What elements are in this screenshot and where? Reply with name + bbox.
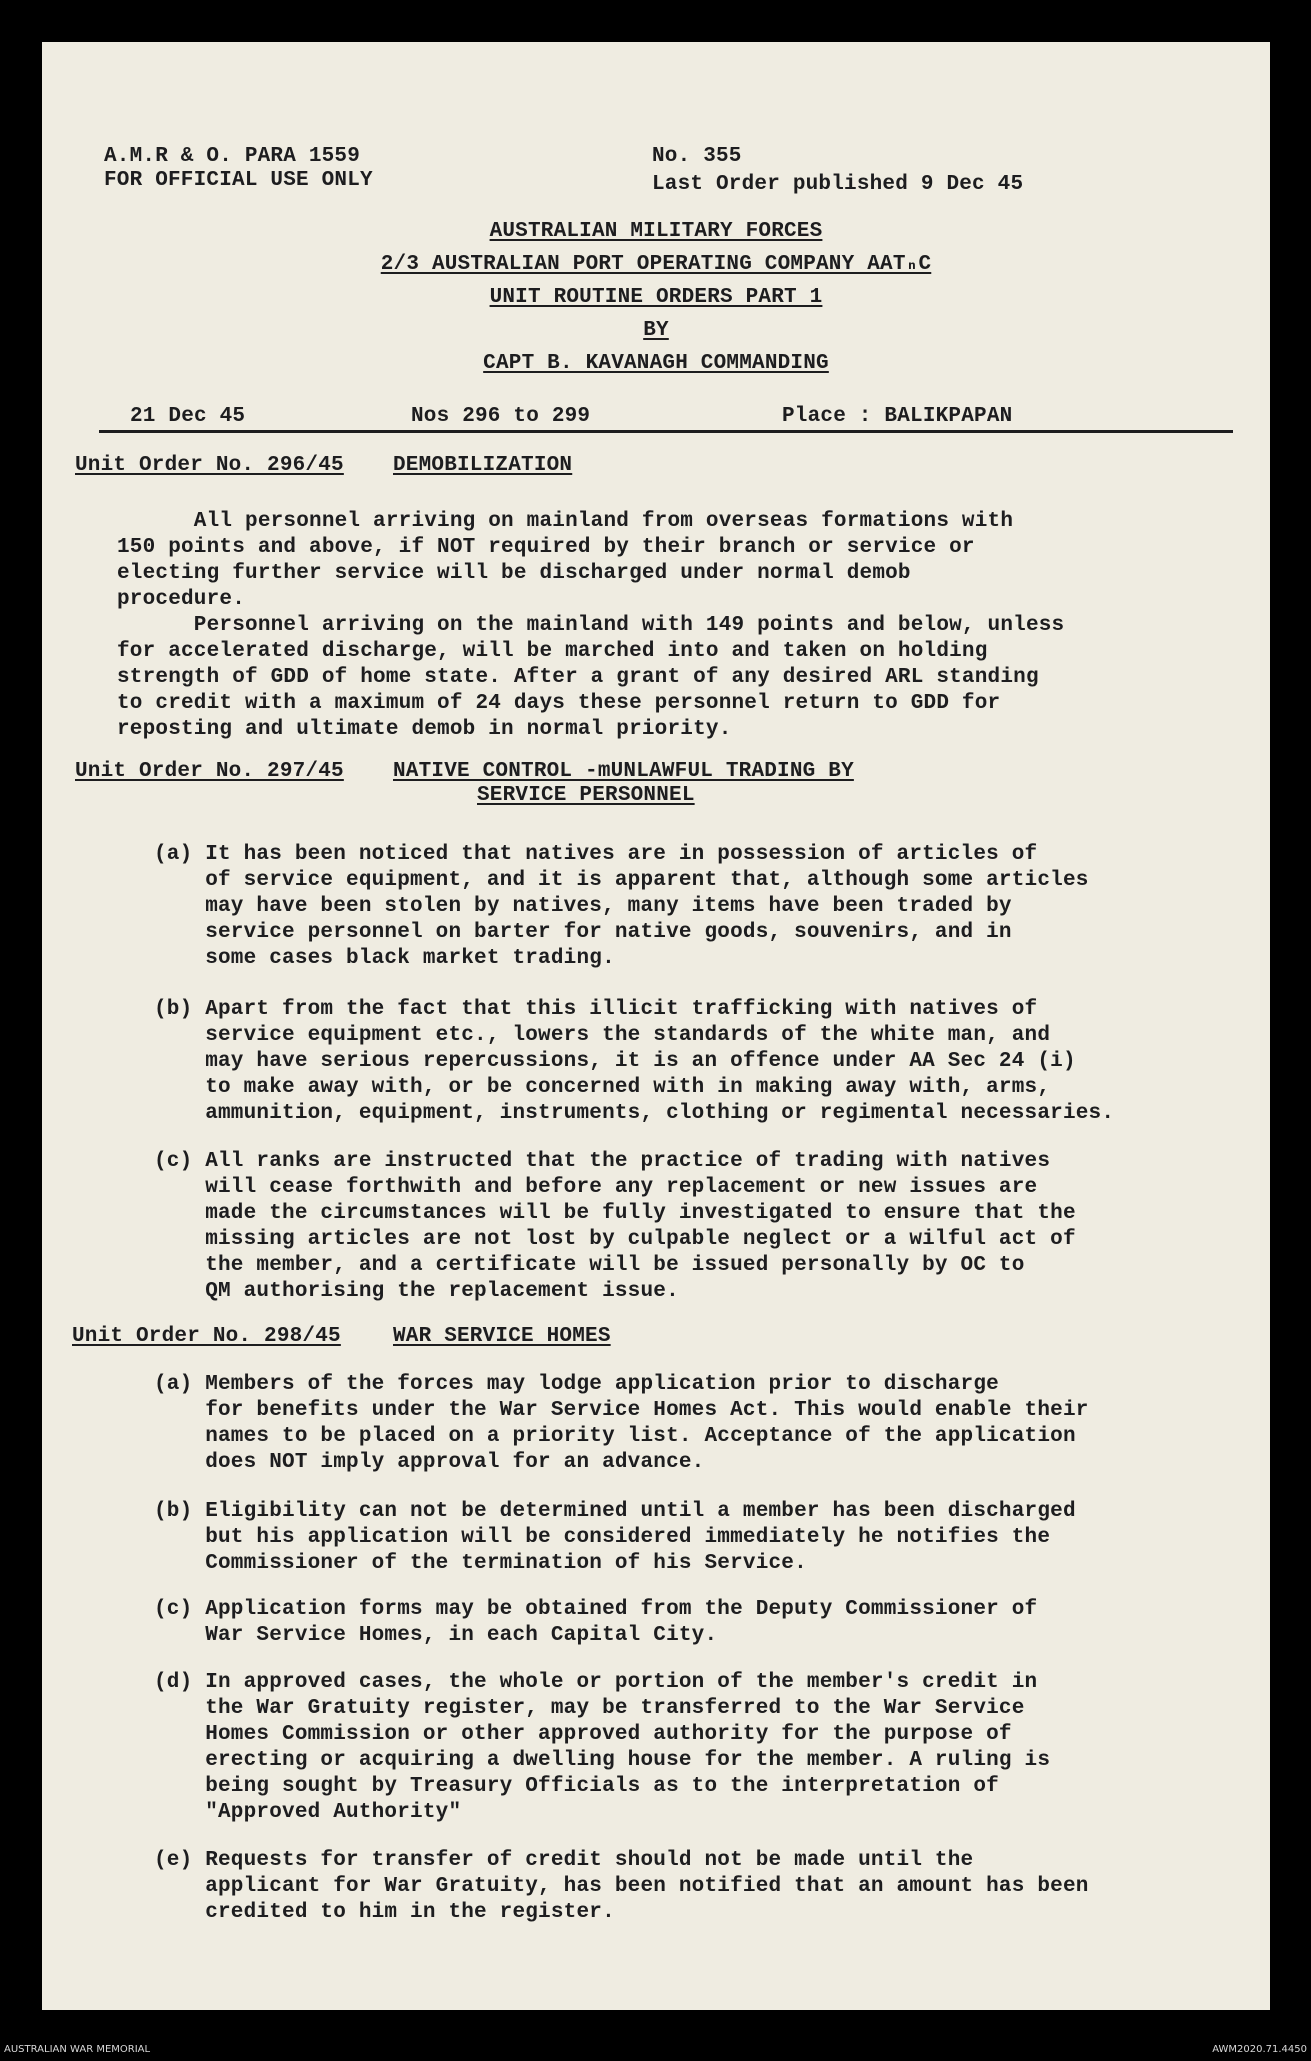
order-296-body: All personnel arriving on mainland from overseas formations with 150 points and above, if NOT required by their branch or service or electing further service will be discharged under normal demob procedure. Personnel arriving on the mainland with 149 points and below, unless for accelerated discharge, will be marched into and taken on holding strength of GDD of home state. After a grant of any desired ARL standing to credit with a maximum of 24 days these personnel return to GDD for reposting and ultimate demob in normal priority.: [117, 510, 1065, 741]
unit-order-297-heading-line2: SERVICE PERSONNEL: [477, 784, 695, 807]
unit-order-297-number: Unit Order No. 297/45: [75, 760, 344, 783]
title-by: BY: [643, 319, 669, 342]
order-date: 21 Dec 45: [130, 405, 246, 428]
order-297-para-b: (b) Apart from the fact that this illicit trafficking with natives of service equipment etc., lowers the standards of the white man, and may have serious repercussions, it is an offence under AA Sec 24 (i) to make away with, or be concerned with in making away with, arms, ammunition, equipment, instruments, clothing or regimental necessaries.: [154, 998, 1115, 1125]
title-forces: AUSTRALIAN MILITARY FORCES: [489, 220, 823, 243]
last-order-published: Last Order published 9 Dec 45: [652, 173, 1024, 196]
order-place: Place : BALIKPAPAN: [782, 405, 1013, 428]
title-routine-orders: UNIT ROUTINE ORDERS PART 1: [489, 286, 823, 309]
dateline-rule: [99, 430, 1233, 433]
order-298-para-d: (d) In approved cases, the whole or portion of the member's credit in the War Gratuity register, may be transferred to the War Service Homes Commission or other approved authority for the purpose of erecting or acquiring a dwelling house for the member. A ruling is being sought by Treasury Officials as to the interpretation of "Approved Authority": [154, 1671, 1051, 1824]
order-298-para-c: (c) Application forms may be obtained from the Deputy Commissioner of War Service Homes, in each Capital City.: [154, 1598, 1038, 1647]
document-page: [42, 42, 1270, 2010]
unit-order-296-heading: DEMOBILIZATION: [393, 454, 573, 477]
unit-order-297-heading: NATIVE CONTROL -mUNLAWFUL TRADING BY: [393, 760, 854, 783]
unit-order-296-number: Unit Order No. 296/45: [75, 454, 344, 477]
order-297-para-a: (a) It has been noticed that natives are in possession of articles of of service equipment, and it is apparent that, although some articles may have been stolen by natives, many items have been traded by service personnel on barter for native goods, souvenirs, and in some cases black market trading.: [154, 843, 1089, 970]
order-298-para-e: (e) Requests for transfer of credit should not be made until the applicant for War Gratuity, has been notified that an amount has been credited to him in the register.: [154, 1849, 1089, 1924]
title-commander: CAPT B. KAVANAGH COMMANDING: [483, 352, 829, 375]
para-reference: A.M.R & O. PARA 1559: [104, 145, 361, 168]
footer-accession-number: AWM2020.71.4450: [1212, 2044, 1307, 2055]
classification-label: FOR OFFICIAL USE ONLY: [104, 169, 373, 192]
unit-order-298-heading: WAR SERVICE HOMES: [393, 1325, 611, 1348]
order-nos: Nos 296 to 299: [411, 405, 591, 428]
order-number: No. 355: [652, 145, 742, 168]
order-297-para-c: (c) All ranks are instructed that the practice of trading with natives will cease forthwith and before any replacement or new issues are made the circumstances will be fully investigated to ensure that the missing articles are not lost by culpable neglect or a wilful act of the member, and a certificate will be issued personally by OC to QM authorising the replacement issue.: [154, 1150, 1076, 1303]
footer-archive-credit: AUSTRALIAN WAR MEMORIAL: [4, 2044, 151, 2055]
title-company: 2/3 AUSTRALIAN PORT OPERATING COMPANY AATₙC: [380, 253, 932, 276]
order-298-para-b: (b) Eligibility can not be determined until a member has been discharged but his application will be considered immediately he notifies the Commissioner of the termination of his Service.: [154, 1500, 1076, 1575]
order-298-para-a: (a) Members of the forces may lodge application prior to discharge for benefits under the War Service Homes Act. This would enable their names to be placed on a priority list. Acceptance of the application does NOT imply approval for an advance.: [154, 1373, 1089, 1474]
unit-order-298-number: Unit Order No. 298/45: [72, 1325, 341, 1348]
